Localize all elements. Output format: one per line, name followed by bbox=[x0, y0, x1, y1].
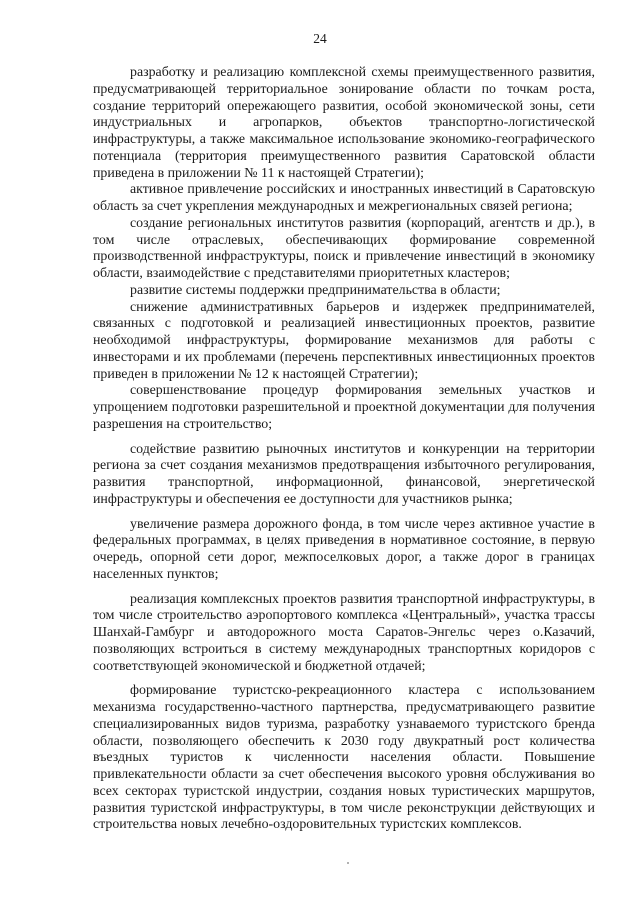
paragraph-9: реализация комплексных проектов развития транспортной инфраструктуры, в том числе строительство аэропортового комплекса «Центральный», участка трассы Шанхай-Гамбург и автодорожного моста Саратов-Энгельс через о.Казачий, позволяющих встроиться в систему международных транспортных коридоров с соответствующей экономической и бюджетной отдачей; bbox=[93, 591, 595, 674]
paragraph-10: формирование туристско-рекреационного кластера с использованием механизма государственно-частного партнерства, предусматривающего развитие специализированных видов туризма, разработку узнаваемого туристского бренда области, позволяющего обеспечить к 2030 году двукратный рост количества въездных туристов к численности населения области. Повышение привлекательности области за счет обеспечения высокого уровня обслуживания во всех секторах туристской индустрии, создания новых туристических маршрутов, развития туристской инфраструктуры, в том числе реконструкции действующих и строительства новых лечебно-оздоровительных туристских комплексов. bbox=[93, 683, 595, 833]
paragraph-8: увеличение размера дорожного фонда, в том числе через активное участие в федеральных программах, в целях приведения в нормативное состояние, в первую очередь, опорной сети дорог, межпоселковых дорог, а также дорог в границах населенных пунктов; bbox=[93, 516, 595, 582]
paragraph-6: совершенствование процедур формирования земельных участков и упрощением подготовки разрешительной и проектной документации для получения разрешения на строительство; bbox=[93, 383, 595, 432]
paragraph-1: разработку и реализацию комплексной схемы преимущественного развития, предусматривающей территориальное зонирование области по точкам роста, создание территорий опережающего развития, особой экономической зоны, сети индустриальных и агропарков, объектов транспортно-логистической инфраструктуры, а также максимальное использование экономико-географического потенциала (территория преимущественного развития Саратовской области приведена в приложении № 11 к настоящей Стратегии); bbox=[93, 65, 595, 181]
paragraph-3: создание региональных институтов развития (корпораций, агентств и др.), в том числе отраслевых, обеспечивающих формирование современной производственной инфраструктуры, поиск и привлечение инвестиций в экономику области, взаимодействие с представителями приоритетных кластеров; bbox=[93, 215, 595, 281]
paragraph-4: развитие системы поддержки предпринимательства в области; bbox=[130, 282, 501, 298]
paragraph-5: снижение административных барьеров и издержек предпринимателей, связанных с подготовкой и реализацией инвестиционных проектов, развитие необходимой инфраструктуры, формирование механизмов для работы с инвесторами и их проблемами (перечень перспективных инвестиционных проектов приведен в приложении № 12 к настоящей Стратегии); bbox=[93, 299, 595, 382]
document-body bbox=[93, 65, 595, 834]
paragraph-7: содействие развитию рыночных институтов и конкуренции на территории региона за счет создания механизмов предотвращения избыточного регулирования, развития транспортной, информационной, финансовой, энергетической инфраструктуры и обеспечения ее доступности для участников рынка; bbox=[93, 441, 595, 507]
scan-speck bbox=[347, 862, 349, 864]
page-number: 24 bbox=[313, 31, 327, 46]
paragraph-2: активное привлечение российских и иностранных инвестиций в Саратовскую область за счет укрепления международных и межрегиональных связей региона; bbox=[93, 182, 595, 214]
